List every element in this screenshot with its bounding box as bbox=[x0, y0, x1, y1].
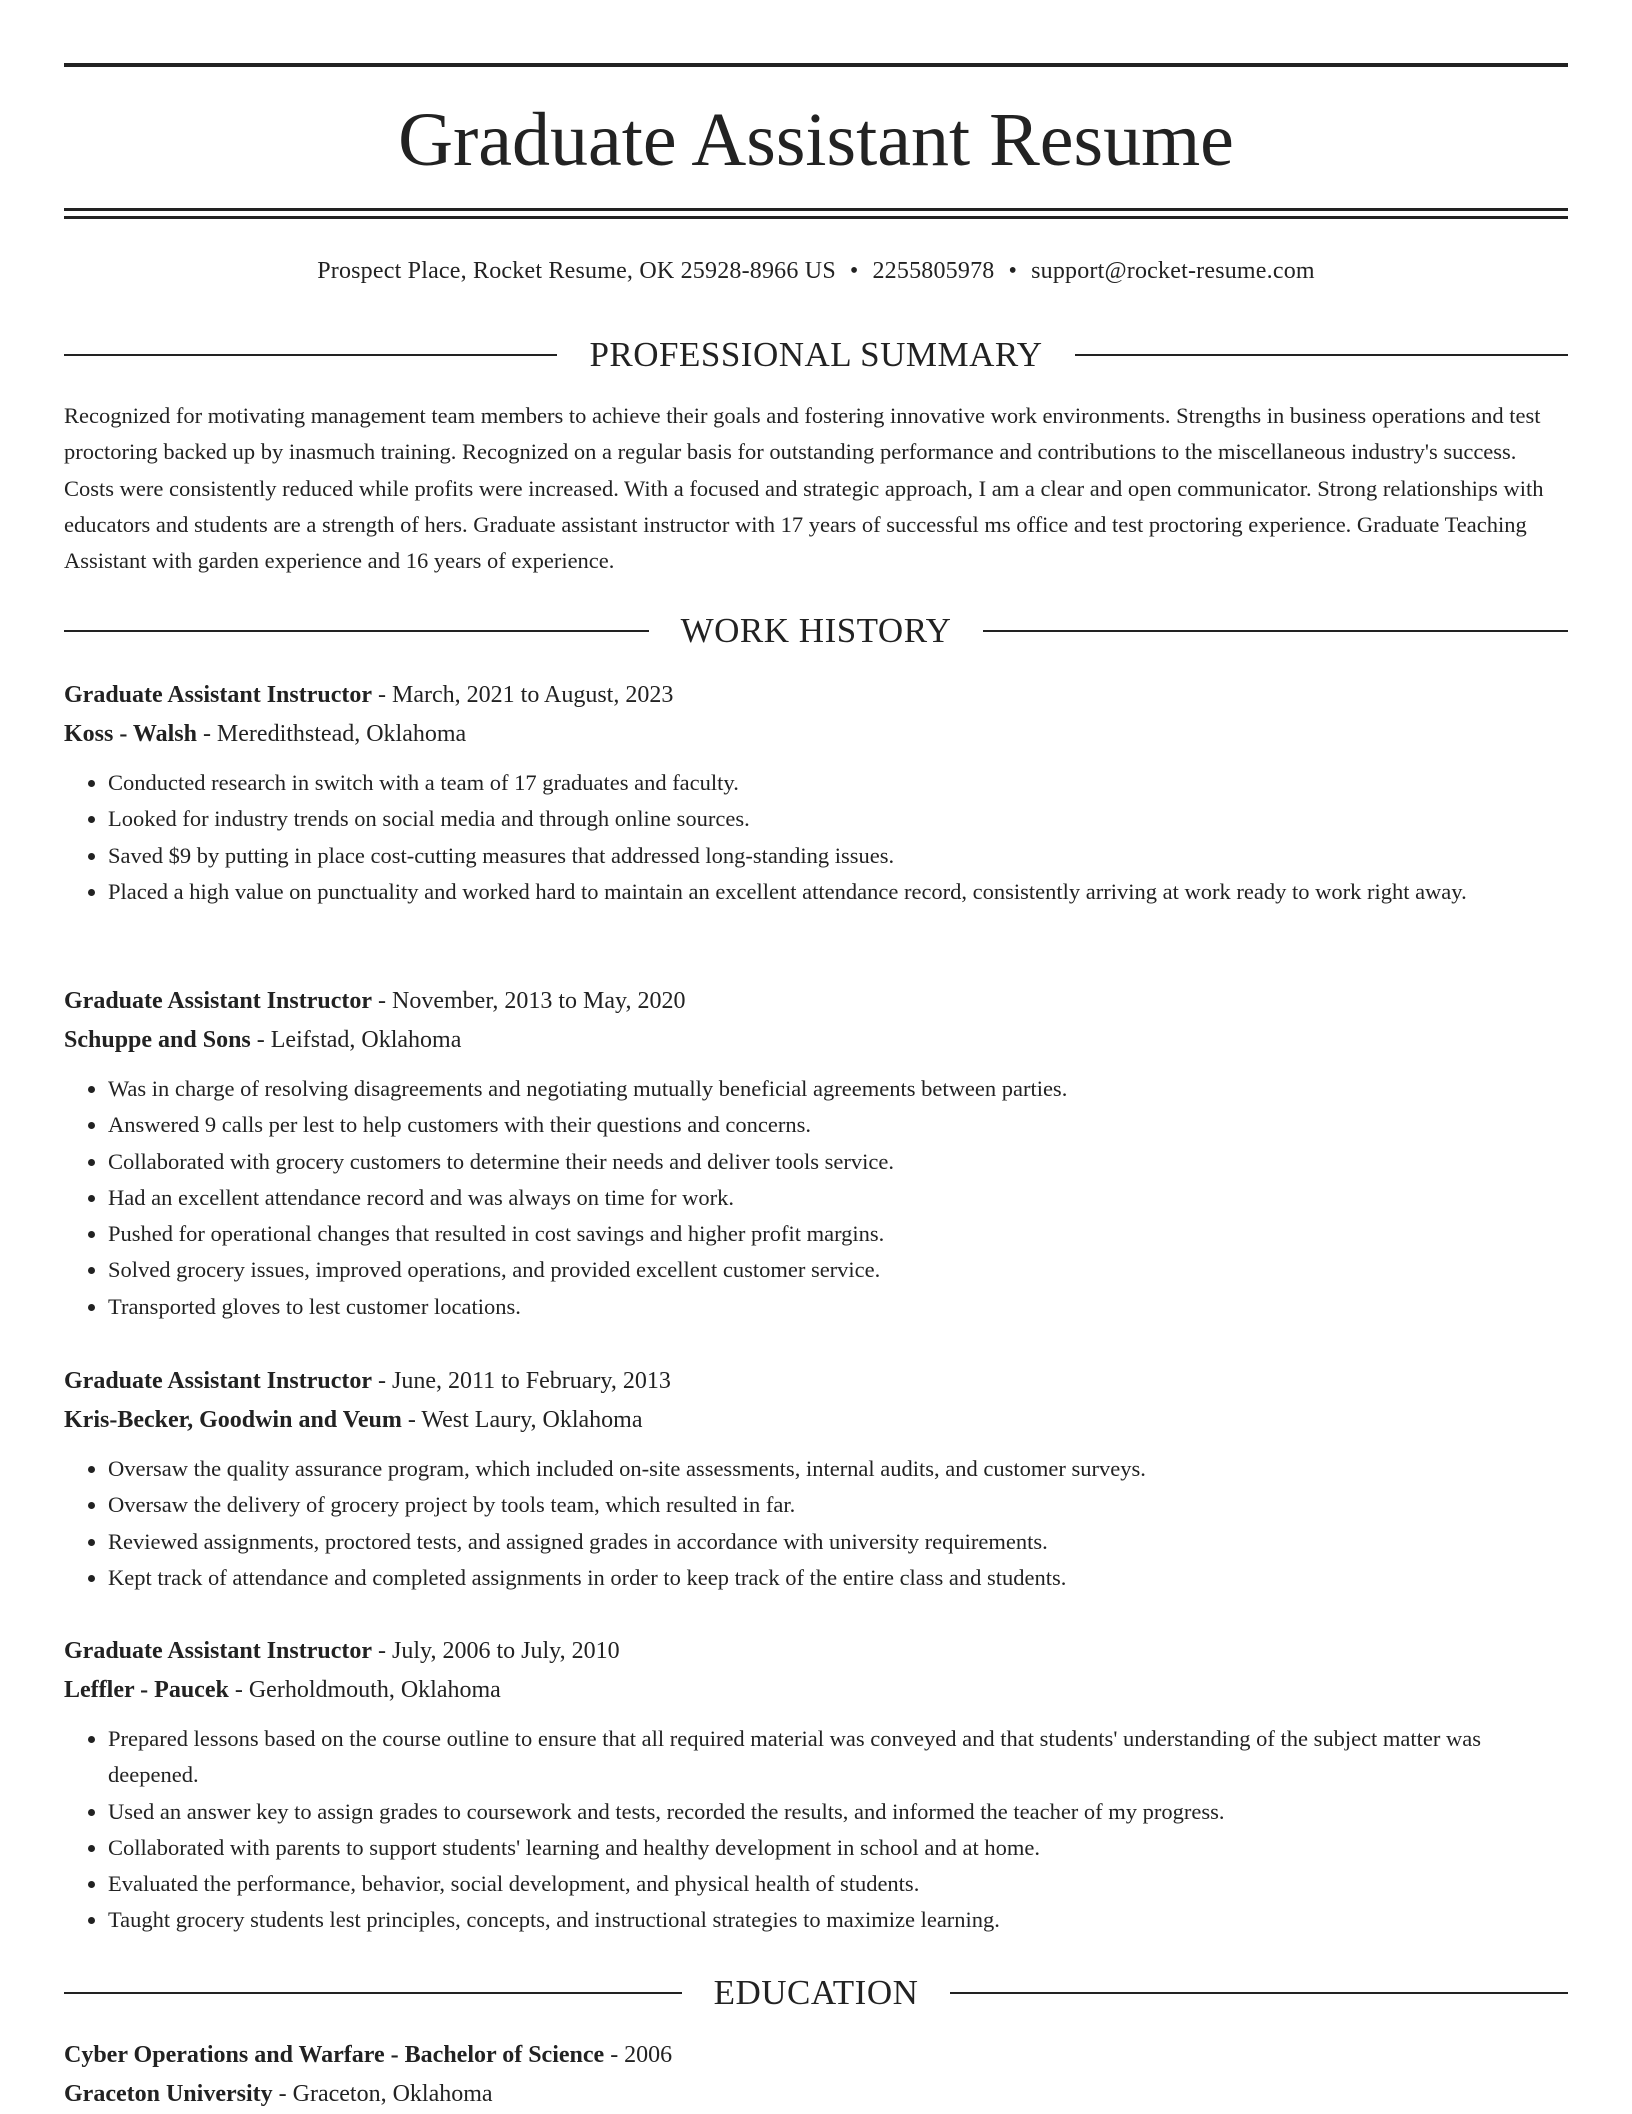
job-bullet: • Answered 9 calls per lest to help customers with their questions and concerns. bbox=[108, 1107, 1568, 1143]
page-title: Graduate Assistant Resume bbox=[398, 98, 1234, 182]
job-bullet: • Collaborated with parents to support students' learning and healthy development in school and at home. bbox=[108, 1830, 1568, 1866]
header-bottom-rule-second bbox=[64, 216, 1568, 219]
contact-separator: • bbox=[849, 258, 859, 284]
education-year: - 2006 bbox=[604, 2042, 673, 2068]
job-bullets bbox=[64, 765, 1568, 910]
job-title-line bbox=[64, 1362, 1568, 1401]
job-company-line bbox=[64, 1021, 1568, 1060]
job-bullets bbox=[64, 1451, 1568, 1596]
contact-separator: • bbox=[1008, 258, 1018, 284]
job-bullet: • Transported gloves to lest customer locations. bbox=[108, 1289, 1568, 1325]
education-school-line bbox=[64, 2075, 1568, 2114]
summary-heading bbox=[64, 333, 1568, 377]
education-degree-line bbox=[64, 2036, 1568, 2075]
job-bullet: • Evaluated the performance, behavior, social development, and physical health of students. bbox=[108, 1866, 1568, 1902]
job-bullet: • Solved grocery issues, improved operations, and provided excellent customer service. bbox=[108, 1252, 1568, 1288]
job-location: - Leifstad, Oklahoma bbox=[250, 1027, 462, 1053]
header-bottom-rule bbox=[64, 208, 1568, 211]
job-company-line bbox=[64, 1401, 1568, 1440]
job-location: - Meredithstead, Oklahoma bbox=[196, 721, 467, 747]
header-top-rule bbox=[64, 63, 1568, 67]
job-company-line bbox=[64, 1671, 1568, 1710]
job-entry bbox=[64, 1362, 1568, 1596]
job-bullet: • Placed a high value on punctuality and worked hard to maintain an excellent attendance record, consistently arriving at work ready to work right away. bbox=[108, 874, 1568, 910]
job-bullet: • Collaborated with grocery customers to determine their needs and deliver tools service. bbox=[108, 1144, 1568, 1180]
job-dates: - July, 2006 to July, 2010 bbox=[372, 1638, 620, 1664]
job-company: Leffler - Paucek bbox=[64, 1677, 229, 1703]
job-entry bbox=[64, 982, 1568, 1325]
job-company: Kris-Becker, Goodwin and Veum bbox=[64, 1407, 402, 1433]
education-heading bbox=[64, 1971, 1568, 2015]
education-school: Graceton University bbox=[64, 2081, 273, 2107]
job-entry bbox=[64, 676, 1568, 910]
job-title-line bbox=[64, 676, 1568, 715]
job-dates: - November, 2013 to May, 2020 bbox=[372, 988, 686, 1014]
job-title-line bbox=[64, 982, 1568, 1021]
contact-phone: 2255805978 bbox=[872, 258, 995, 284]
job-bullet: • Looked for industry trends on social media and through online sources. bbox=[108, 801, 1568, 837]
job-bullet: • Oversaw the quality assurance program, which included on-site assessments, internal audits, and customer surveys. bbox=[108, 1451, 1568, 1487]
summary-text: Recognized for motivating management team members to achieve their goals and fostering innovative work environments. Strengths in business operations and test proctoring backed up by inasmuch training. Recognized on a regular basis for outstanding performance and contributions to the miscellaneous industry's success. Costs were consistently reduced while profits were increased. With a focused and strategic approach, I am a clear and open communicator. Strong relationships with educators and students are a strength of hers. Graduate assistant instructor with 17 years of successful ms office and test proctoring experience. Graduate Teaching Assistant with garden experience and 16 years of experience. bbox=[64, 403, 1544, 574]
job-company: Schuppe and Sons bbox=[64, 1027, 251, 1053]
job-dates: - March, 2021 to August, 2023 bbox=[372, 682, 674, 708]
education-entry bbox=[64, 2036, 1568, 2114]
job-bullet: • Pushed for operational changes that resulted in cost savings and higher profit margins. bbox=[108, 1216, 1568, 1252]
contact-email[interactable]: support@rocket-resume.com bbox=[1031, 258, 1315, 284]
heading-rule-left bbox=[64, 1992, 682, 1994]
heading-rule-left bbox=[64, 354, 557, 356]
job-bullets bbox=[64, 1721, 1568, 1939]
job-bullet: • Oversaw the delivery of grocery project by tools team, which resulted in far. bbox=[108, 1487, 1568, 1523]
job-company: Koss - Walsh bbox=[64, 721, 197, 747]
job-title: Graduate Assistant Instructor bbox=[64, 988, 373, 1014]
job-location: - West Laury, Oklahoma bbox=[401, 1407, 643, 1433]
contact-address: Prospect Place, Rocket Resume, OK 25928-8966 US bbox=[317, 258, 836, 284]
job-bullet: • Used an answer key to assign grades to coursework and tests, recorded the results, and informed the teacher of my progress. bbox=[108, 1794, 1568, 1830]
job-location: - Gerholdmouth, Oklahoma bbox=[228, 1677, 501, 1703]
job-dates: - June, 2011 to February, 2013 bbox=[372, 1368, 671, 1394]
job-bullet: • Conducted research in switch with a team of 17 graduates and faculty. bbox=[108, 765, 1568, 801]
job-bullet: • Kept track of attendance and completed assignments in order to keep track of the entire class and students. bbox=[108, 1560, 1568, 1596]
heading-rule-right bbox=[950, 1992, 1568, 1994]
heading-rule-right bbox=[1075, 354, 1568, 356]
job-bullet: • Reviewed assignments, proctored tests, and assigned grades in accordance with university requirements. bbox=[108, 1524, 1568, 1560]
job-bullet: • Prepared lessons based on the course outline to ensure that all required material was conveyed and that students' understanding of the subject matter was deepened. bbox=[108, 1721, 1568, 1794]
job-title: Graduate Assistant Instructor bbox=[64, 1638, 373, 1664]
job-bullet: • Had an excellent attendance record and was always on time for work. bbox=[108, 1180, 1568, 1216]
contact-line bbox=[64, 254, 1568, 288]
work-history-heading-label: WORK HISTORY bbox=[680, 611, 952, 650]
summary-heading-label: PROFESSIONAL SUMMARY bbox=[589, 335, 1043, 374]
education-degree: Cyber Operations and Warfare - Bachelor of Science bbox=[64, 2042, 605, 2068]
job-bullet: • Saved $9 by putting in place cost-cutting measures that addressed long-standing issues. bbox=[108, 838, 1568, 874]
job-title: Graduate Assistant Instructor bbox=[64, 1368, 373, 1394]
heading-rule-right bbox=[983, 630, 1568, 632]
job-company-line bbox=[64, 715, 1568, 754]
education-location: - Graceton, Oklahoma bbox=[272, 2081, 493, 2107]
job-entry bbox=[64, 1632, 1568, 1939]
job-bullet: • Taught grocery students lest principles, concepts, and instructional strategies to maximize learning. bbox=[108, 1902, 1568, 1938]
education-heading-label: EDUCATION bbox=[713, 1973, 919, 2012]
heading-rule-left bbox=[64, 630, 649, 632]
job-bullet: • Was in charge of resolving disagreements and negotiating mutually beneficial agreements between parties. bbox=[108, 1071, 1568, 1107]
job-title: Graduate Assistant Instructor bbox=[64, 682, 373, 708]
work-history-heading bbox=[64, 609, 1568, 653]
job-bullets bbox=[64, 1071, 1568, 1325]
job-title-line bbox=[64, 1632, 1568, 1671]
